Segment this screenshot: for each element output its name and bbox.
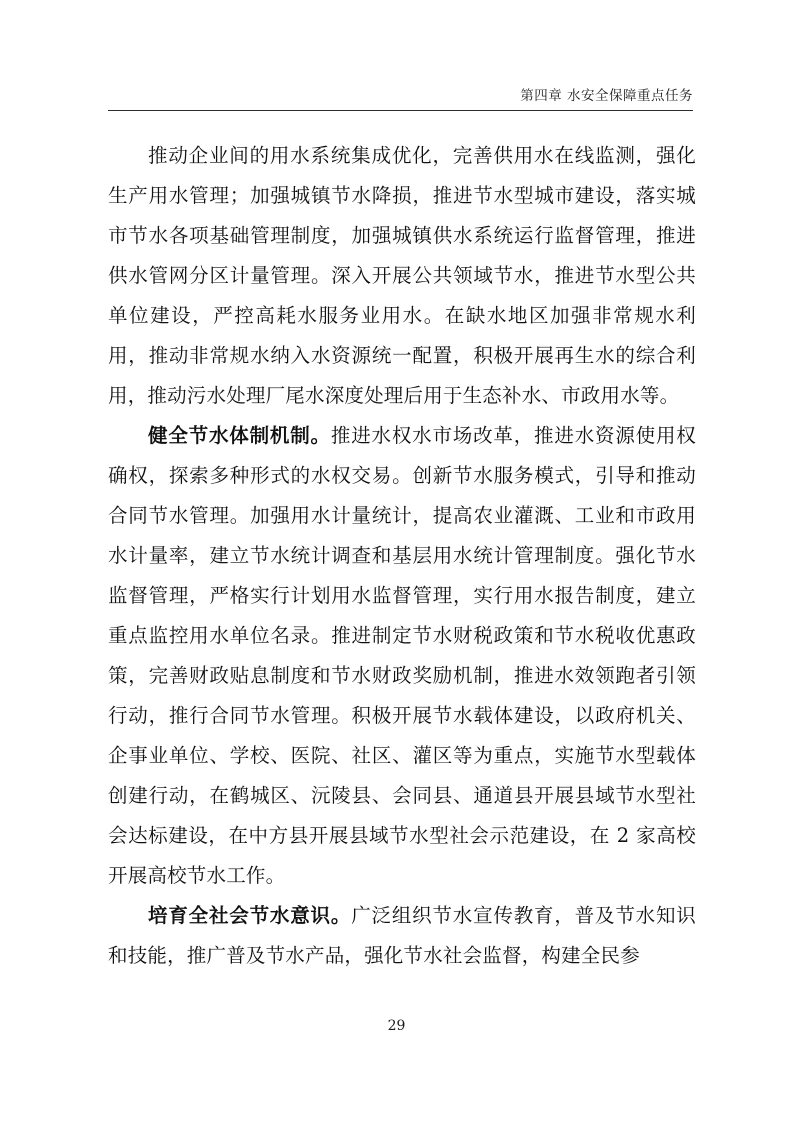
- paragraph-3: [108, 896, 696, 976]
- header-divider: [108, 110, 693, 111]
- paragraph-1: [108, 136, 696, 416]
- paragraph-3-lead: 培育全社会节水意识。: [148, 904, 352, 927]
- paragraph-1-text: 推动企业间的用水系统集成优化，完善供用水在线监测，强化生产用水管理；加强城镇节水降损，推进节水型城市建设，落实城市节水各项基础管理制度，加强城镇供水系统运行监督管理，推进供水管网分区计量管理。深入开展公共领域节水，推进节水型公共单位建设，严控高耗水服务业用水。在缺水地区加强非常规水利用，推动非常规水纳入水资源统一配置，积极开展再生水的综合利用，推动污水处理厂尾水深度处理后用于生态补水、市政用水等。: [108, 144, 696, 407]
- paragraph-2-text: 推进水权水市场改革，推进水资源使用权确权，探索多种形式的水权交易。创新节水服务模式，引导和推动合同节水管理。加强用水计量统计，提高农业灌溉、工业和市政用水计量率，建立节水统计调查和基层用水统计管理制度。强化节水监督管理，严格实行计划用水监督管理，实行用水报告制度，建立重点监控用水单位名录。推进制定节水财税政策和节水税收优惠政策，完善财政贴息制度和节水财政奖励机制，推进水效领跑者引领行动，推行合同节水管理。积极开展节水载体建设，以政府机关、企事业单位、学校、医院、社区、灌区等为重点，实施节水型载体创建行动，在鹤城区、沅陵县、会同县、通道县开展县域节水型社会达标建设，在中方县开展县域节水型社会示范建设，在 2 家高校开展高校节水工作。: [108, 424, 696, 887]
- page-number: 29: [387, 1018, 406, 1034]
- paragraph-2-lead: 健全节水体制机制。: [148, 424, 331, 447]
- paragraph-3-text: 广泛组织节水宣传教育，普及节水知识和技能，推广普及节水产品，强化节水社会监督，构建全民参: [108, 904, 696, 967]
- page-content: [108, 136, 696, 976]
- running-header: 第四章 水安全保障重点任务: [520, 88, 693, 104]
- paragraph-2: [108, 416, 696, 896]
